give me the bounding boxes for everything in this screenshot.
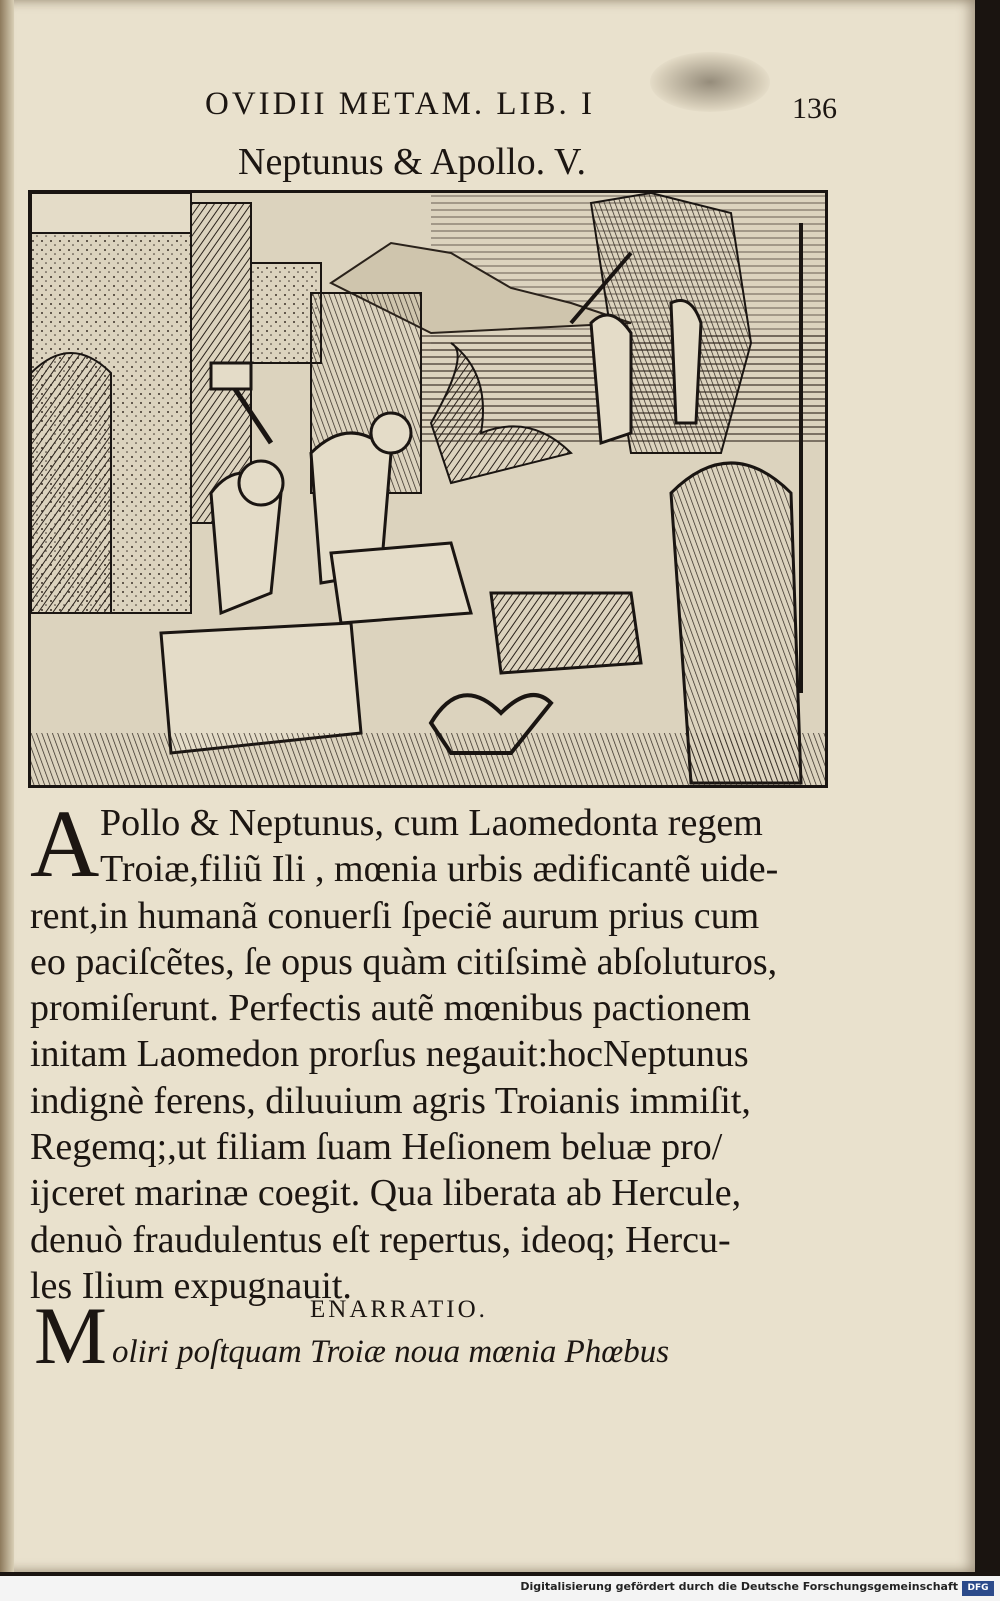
body-text: [30, 790, 835, 1309]
text-line: Troiæ,filiũ Ili , mœnia urbis ædificantẽ uide-: [100, 848, 779, 891]
text-line: Pollo & Neptunus, cum Laomedonta regem: [100, 802, 763, 844]
woodcut-drawing: [31, 193, 825, 785]
running-head: OVIDII METAM. LIB. I: [205, 86, 596, 122]
woodcut-illustration: [28, 190, 828, 788]
section-subtitle: Neptunus & Apollo. V.: [238, 141, 587, 183]
text-line: denuò fraudulentus eſt repertus, ideoq; Hercu-: [30, 1218, 731, 1261]
text-line: Regemq;,ut filiam ſuam Heſionem beluæ pro/: [30, 1126, 723, 1169]
folio-number: 136: [792, 92, 837, 125]
text-line: initam Laomedon prorſus negauit:hocNeptunus: [30, 1033, 749, 1076]
text-line: ijceret marinæ coegit. Qua liberata ab Hercule,: [30, 1172, 742, 1215]
enarratio-heading: ENARRATIO.: [310, 1296, 488, 1323]
dfg-logo-icon: DFG: [962, 1581, 994, 1596]
text-line: eo paciſcẽtes, ſe opus quàm citiſsimè abſoluturos,: [30, 940, 778, 983]
drop-cap-m: M: [34, 1290, 107, 1381]
verse-line: oliri poſtquam Troiæ noua mœnia Phœbus: [112, 1334, 670, 1370]
drop-cap-a: A: [30, 790, 100, 897]
text-line: les Ilium expugnauit.: [30, 1264, 352, 1307]
footer-bar: [0, 1576, 1000, 1601]
page-edge: [0, 0, 14, 1572]
text-line: promiſerunt. Perfectis autẽ mœnibus pactionem: [30, 987, 751, 1030]
text-line: indignè ferens, diluuium agris Troianis immiſit,: [30, 1079, 751, 1122]
footer-credit: Digitalisierung gefördert durch die Deutsche Forschungsgemeinschaft: [520, 1580, 958, 1593]
text-line: rent,in humanã conuerſi ſpeciẽ aurum prius cum: [30, 894, 760, 937]
